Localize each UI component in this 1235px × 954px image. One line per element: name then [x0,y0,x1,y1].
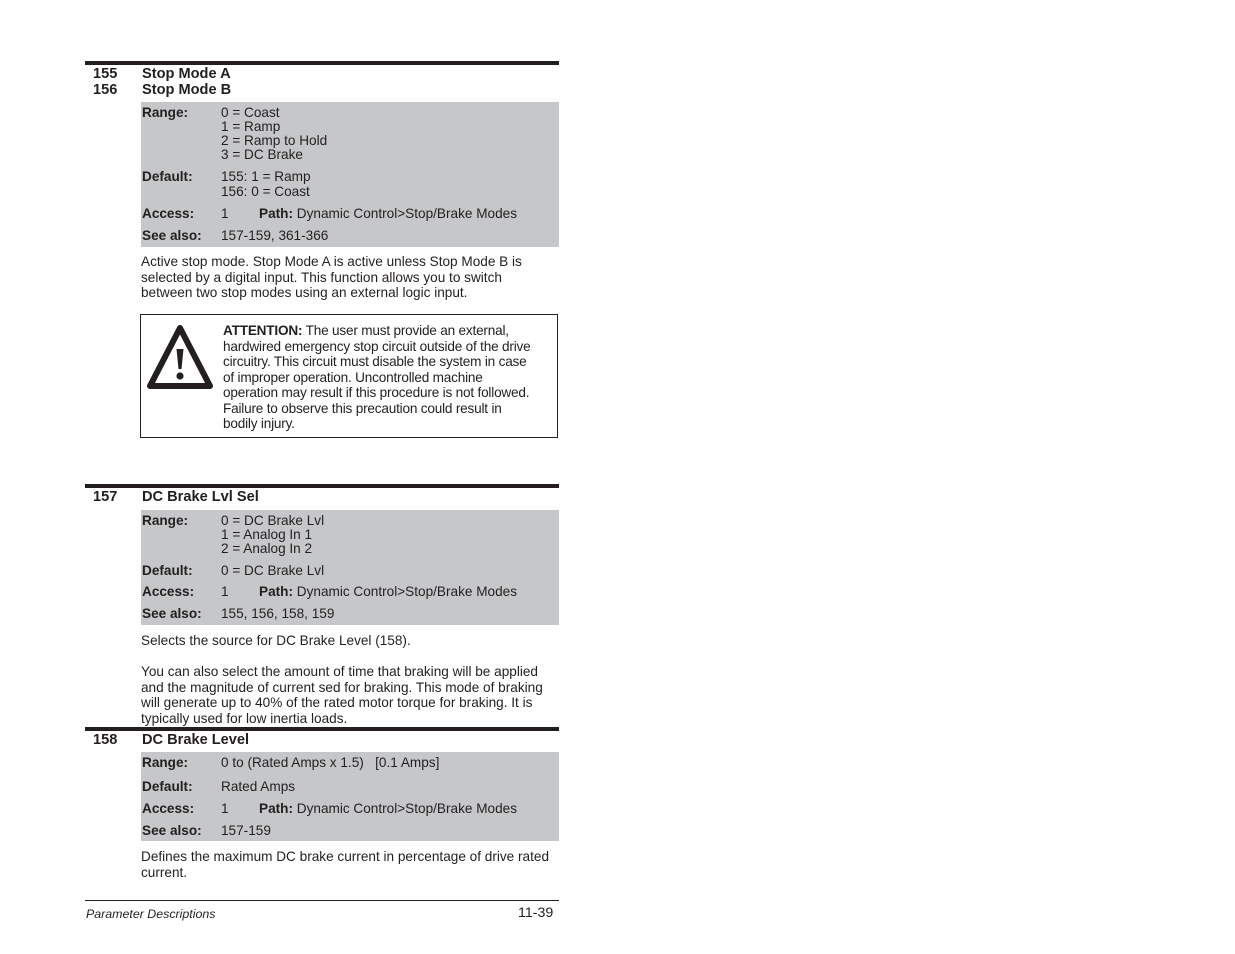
path [259,802,517,816]
range-value: 1 = Analog In 1 [221,527,313,542]
range-values [221,106,327,162]
section-rule-157 [85,484,559,488]
default-label: Default: [142,563,193,578]
description-line: You can also select the amount of time that braking will be applied [141,664,538,679]
path-value: Dynamic Control>Stop/Brake Modes [296,801,518,816]
param-number-158: 158 [93,732,118,748]
attention-line: circuitry. This circuit must disable the system in case [223,354,527,369]
param-info-box-158 [141,752,559,841]
path [259,207,517,221]
attention-line: bodily injury. [223,416,295,431]
warning-triangle-icon [146,324,214,390]
attention-line: operation may result if this procedure is not followed. [223,385,530,400]
access-label: Access: [142,206,195,221]
see-also-value: 157-159, 361-366 [221,228,329,243]
footer-rule [85,900,559,901]
range-value: 2 = Analog In 2 [221,541,313,556]
range-value: 2 = Ramp to Hold [221,133,328,148]
attention-line: of improper operation. Uncontrolled machine [223,369,483,385]
param-name-158: DC Brake Level [142,732,250,748]
footer-page-number: 11-39 [518,905,554,921]
attention-heading: ATTENTION: [223,323,303,338]
attention-box [140,314,558,438]
default-label: Default: [142,779,193,794]
default-value: 156: 0 = Coast [221,184,310,199]
range-label: Range: [142,105,189,120]
path-label: Path: [259,584,293,599]
path-label: Path: [259,206,293,221]
param-number-155: 155 [93,66,118,82]
see-also-value: 155, 156, 158, 159 [221,606,335,621]
param-name-157: DC Brake Lvl Sel [142,489,259,505]
path [259,585,517,599]
param-description-155 [141,254,561,301]
access-value: 1 [221,584,229,599]
param-name-155: Stop Mode A [142,66,231,82]
description-line: and the magnitude of current sed for braking. This mode of braking [141,679,543,695]
description-line: between two stop modes using an external logic input. [141,285,468,301]
access-value: 1 [221,801,229,816]
default-label: Default: [142,169,193,184]
section-rule-155 [85,61,559,65]
range-value: 3 = DC Brake [221,147,303,162]
param-info-box-155 [141,102,559,247]
see-also-label: See also: [142,823,202,838]
description-line: Active stop mode. Stop Mode A is active unless Stop Mode B is [141,254,522,269]
description-line: Selects the source for DC Brake Level (158). [141,633,411,648]
param-description-157 [141,633,561,649]
footer-section-title: Parameter Descriptions [86,907,216,921]
path-value: Dynamic Control>Stop/Brake Modes [296,584,518,599]
attention-line: Failure to observe this precaution could result in [223,400,502,416]
param-number-156: 156 [93,82,118,98]
range-label: Range: [142,755,189,770]
attention-text [223,323,531,432]
param-info-box-157 [141,510,559,625]
path-label: Path: [259,801,293,816]
description-line: selected by a digital input. This function allows you to switch [141,269,502,285]
path-value: Dynamic Control>Stop/Brake Modes [296,206,518,221]
default-values [221,170,311,200]
range-values [221,514,324,556]
description-line: current. [141,864,188,880]
param-description-158 [141,849,561,880]
attention-line: The user must provide an external, [302,323,509,338]
access-label: Access: [142,801,195,816]
section-rule-158 [85,727,559,731]
description-line: typically used for low inertia loads. [141,711,348,727]
range-value: 0 to (Rated Amps x 1.5) [0.1 Amps] [221,755,440,770]
range-value: 0 = DC Brake Lvl [221,513,325,528]
access-label: Access: [142,584,195,599]
param-number-157: 157 [93,489,118,505]
param-description-157-extra [141,664,561,727]
description-line: will generate up to 40% of the rated motor torque for braking. It is [141,695,533,711]
access-value: 1 [221,206,229,221]
range-value: 1 = Ramp [221,119,281,134]
see-also-label: See also: [142,228,202,243]
default-value: 0 = DC Brake Lvl [221,563,325,578]
default-value: Rated Amps [221,779,296,794]
range-label: Range: [142,513,189,528]
see-also-label: See also: [142,606,202,621]
range-value: 0 = Coast [221,105,280,120]
attention-line: hardwired emergency stop circuit outside of the drive [223,338,531,354]
default-value: 155: 1 = Ramp [221,169,311,184]
description-line: Defines the maximum DC brake current in percentage of drive rated [141,849,549,864]
see-also-value: 157-159 [221,823,271,838]
param-name-156: Stop Mode B [142,82,232,98]
